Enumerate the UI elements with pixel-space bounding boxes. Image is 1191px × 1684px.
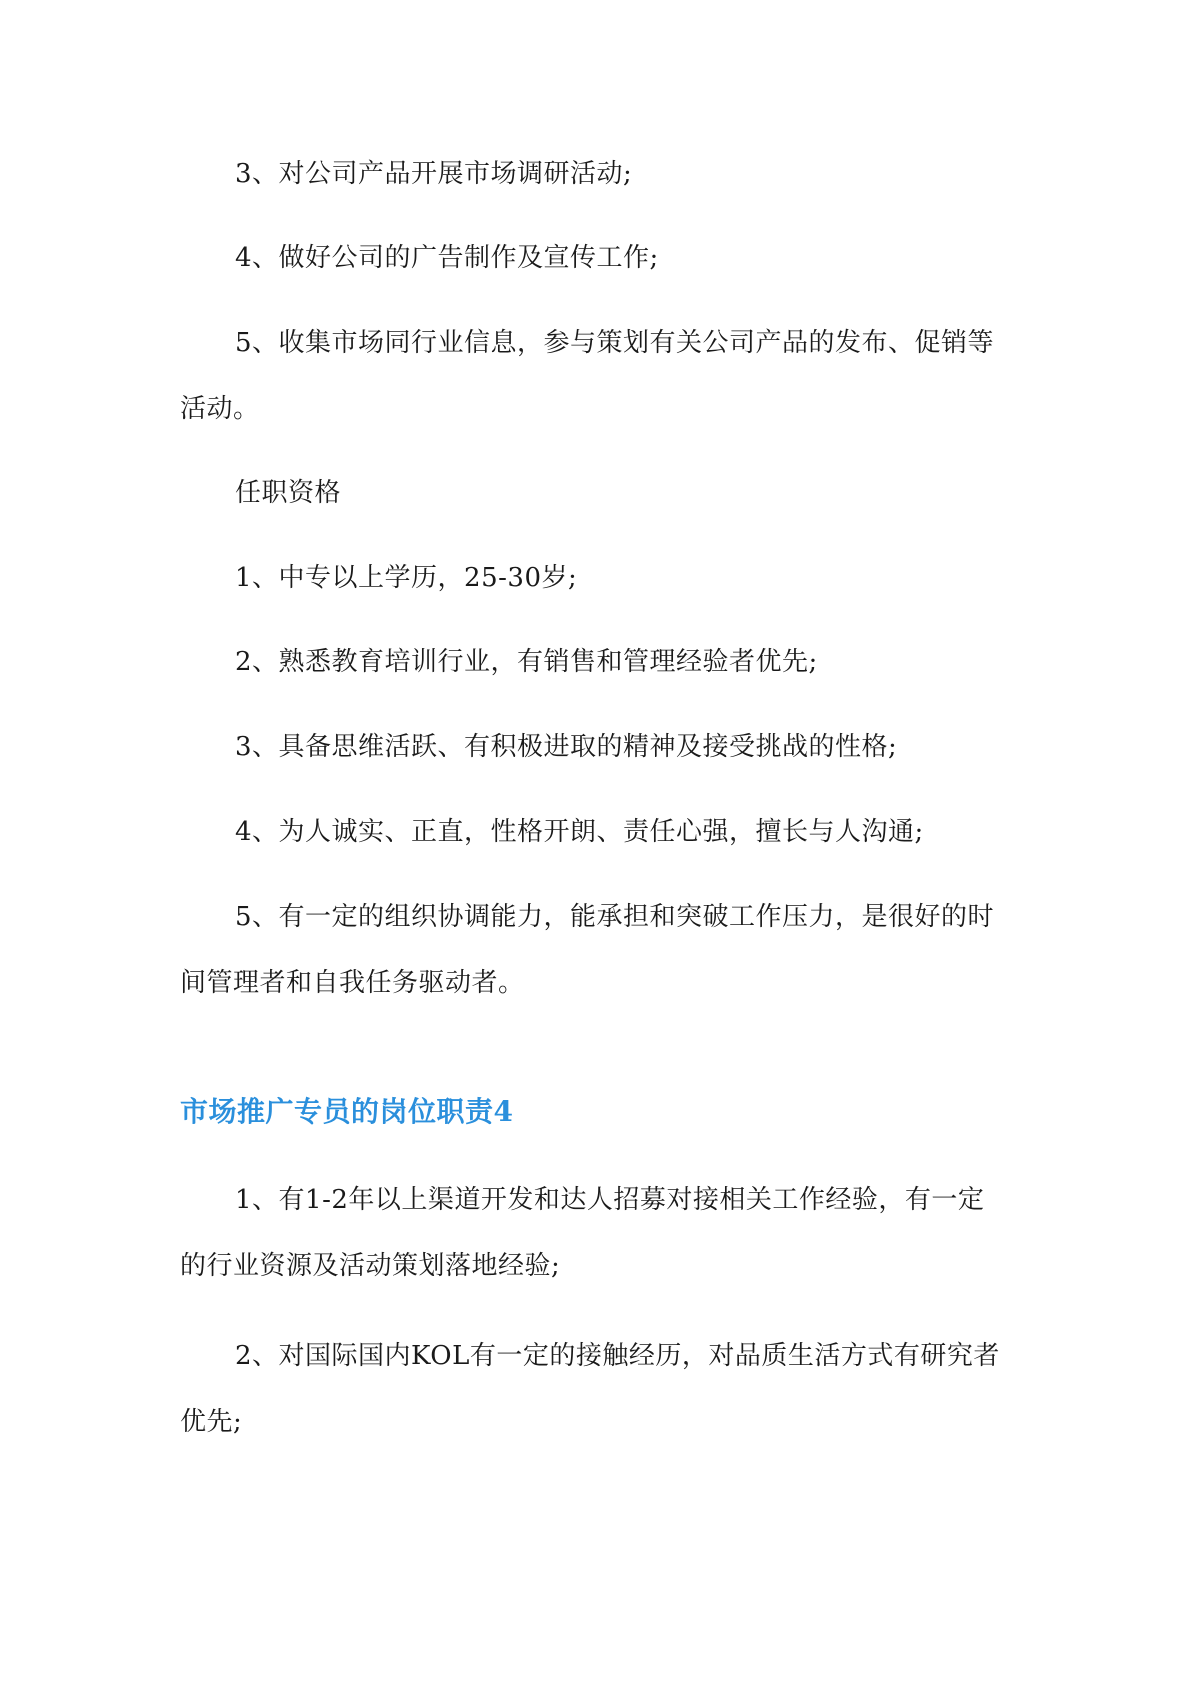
duty-item-4: 4、做好公司的广告制作及宣传工作;	[235, 243, 659, 273]
duty-item-5: 5、收集市场同行业信息，参与策划有关公司产品的发布、促销等活动。	[180, 328, 995, 424]
section4-item-1: 1、有1-2年以上渠道开发和达人招募对接相关工作经验，有一定的行业资源及活动策划落地经验;	[180, 1185, 985, 1281]
duty-item-3: 3、对公司产品开展市场调研活动;	[235, 159, 633, 189]
section-heading: 市场推广专员的岗位职责4	[180, 1095, 514, 1128]
qualification-item-5: 5、有一定的组织协调能力，能承担和突破工作压力，是很好的时间管理者和自我任务驱动者。	[180, 902, 995, 998]
qualification-item-1: 1、中专以上学历，25-30岁;	[235, 563, 578, 593]
qualification-item-4: 4、为人诚实、正直，性格开朗、责任心强，擅长与人沟通;	[235, 817, 924, 847]
section4-item-2: 2、对国际国内KOL有一定的接触经历，对品质生活方式有研究者优先;	[180, 1341, 1000, 1437]
qualification-item-3: 3、具备思维活跃、有积极进取的精神及接受挑战的性格;	[235, 732, 898, 762]
qualifications-title: 任职资格	[235, 478, 342, 508]
qualification-item-2: 2、熟悉教育培训行业，有销售和管理经验者优先;	[235, 647, 818, 677]
